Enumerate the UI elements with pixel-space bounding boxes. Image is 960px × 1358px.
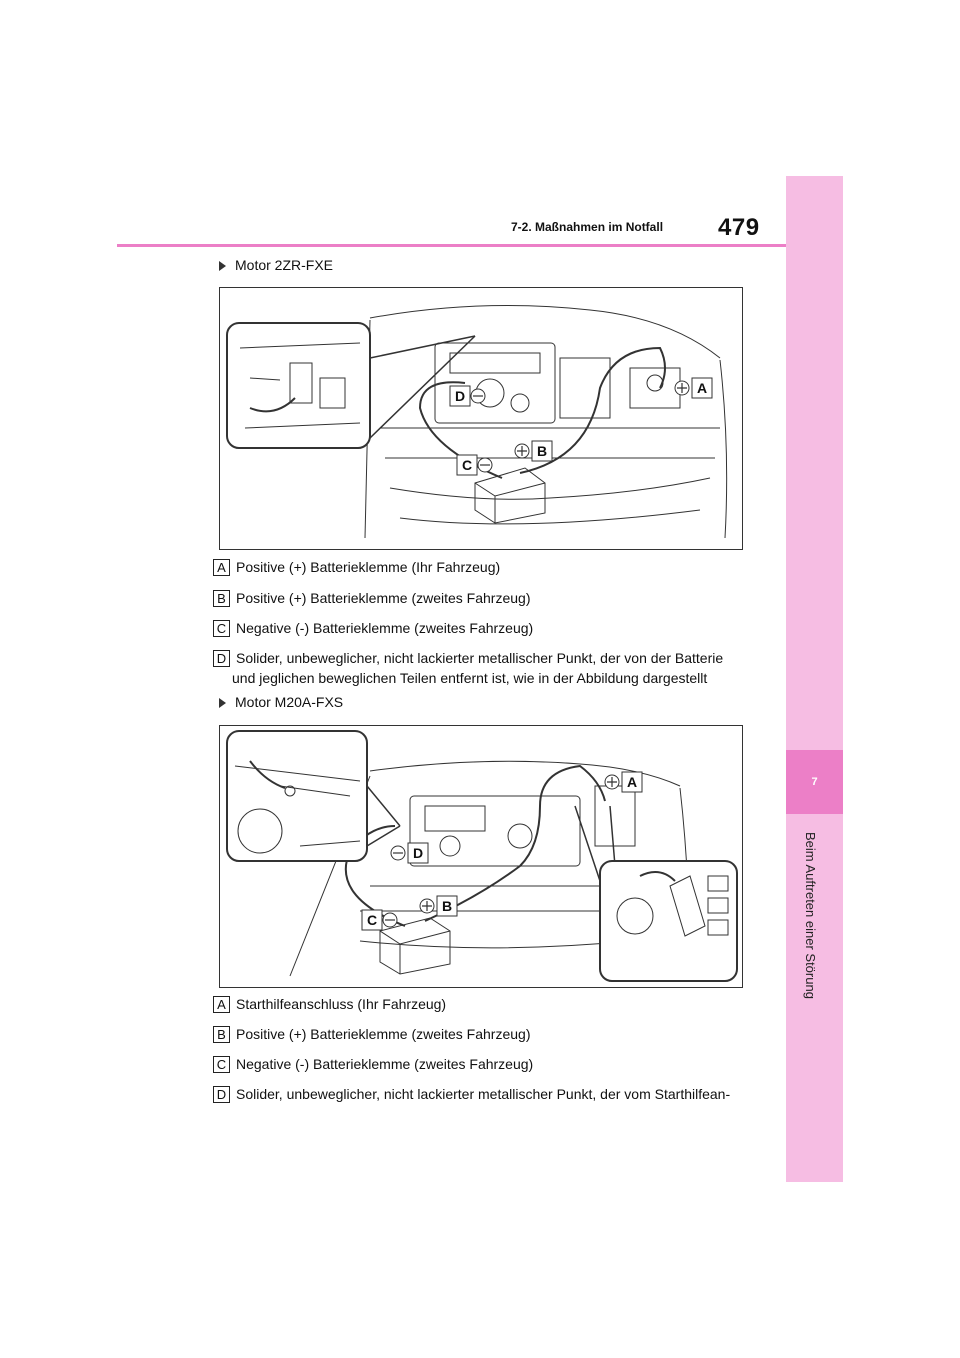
page-number: 479: [718, 214, 760, 241]
label-b: B: [536, 443, 548, 459]
engine2-figure: [219, 725, 743, 988]
chapter-title: Beim Auftreten einer Störung: [803, 832, 818, 999]
engine1-figure: [219, 287, 743, 550]
badge-d: D: [213, 650, 230, 667]
engine1-title: Motor 2ZR-FXE: [235, 257, 334, 273]
engine1-legend-c: [213, 617, 533, 638]
engine2-legend-b: [213, 1023, 531, 1044]
engine2-legend-a: [213, 993, 446, 1014]
badge-a: A: [213, 559, 230, 576]
legend-text: Positive (+) Batterieklemme (zweites Fahrzeug): [236, 590, 531, 607]
label-a: A: [696, 380, 708, 396]
engine2-illustration: [220, 726, 742, 987]
legend-text: Solider, unbeweglicher, nicht lackierter metallischer Punkt, der von der Batterie: [236, 650, 724, 667]
badge-d: D: [213, 1086, 230, 1103]
header-rule: [117, 244, 786, 247]
bullet-arrow-icon: [219, 698, 226, 708]
engine2-title: Motor M20A-FXS: [235, 694, 344, 710]
bullet-arrow-icon: [219, 261, 226, 271]
legend-text: Negative (-) Batterieklemme (zweites Fahrzeug): [236, 1056, 534, 1073]
legend-text: Negative (-) Batterieklemme (zweites Fahrzeug): [236, 620, 534, 637]
engine1-legend-b: [213, 587, 531, 608]
legend-text: Solider, unbeweglicher, nicht lackierter metallischer Punkt, der vom Starthilfean-: [236, 1086, 731, 1103]
badge-c: C: [213, 1056, 230, 1073]
label-d: D: [454, 388, 466, 404]
label-c: C: [366, 912, 378, 928]
engine2-heading: [219, 694, 343, 710]
engine1-illustration: [220, 288, 742, 549]
label-a: A: [626, 774, 638, 790]
engine1-heading: [219, 257, 333, 273]
badge-c: C: [213, 620, 230, 637]
engine1-legend-d-cont: und jeglichen beweglichen Teilen entfernt ist, wie in der Abbildung dargestellt: [232, 670, 708, 686]
engine1-legend-d: [213, 647, 723, 668]
badge-b: B: [213, 590, 230, 607]
engine2-legend-d: [213, 1083, 730, 1104]
chapter-number: 7: [811, 776, 818, 788]
badge-a: A: [213, 996, 230, 1013]
legend-text: Positive (+) Batterieklemme (zweites Fahrzeug): [236, 1026, 531, 1043]
label-b: B: [441, 898, 453, 914]
label-c: C: [461, 457, 473, 473]
engine2-legend-c: [213, 1053, 533, 1074]
label-d: D: [412, 845, 424, 861]
section-title: 7-2. Maßnahmen im Notfall: [511, 220, 664, 234]
legend-text: Positive (+) Batterieklemme (Ihr Fahrzeug): [236, 559, 501, 576]
engine1-legend-a: [213, 556, 500, 577]
badge-b: B: [213, 1026, 230, 1043]
legend-text: Starthilfeanschluss (Ihr Fahrzeug): [236, 996, 447, 1013]
chapter-sidebar: [786, 176, 843, 1182]
